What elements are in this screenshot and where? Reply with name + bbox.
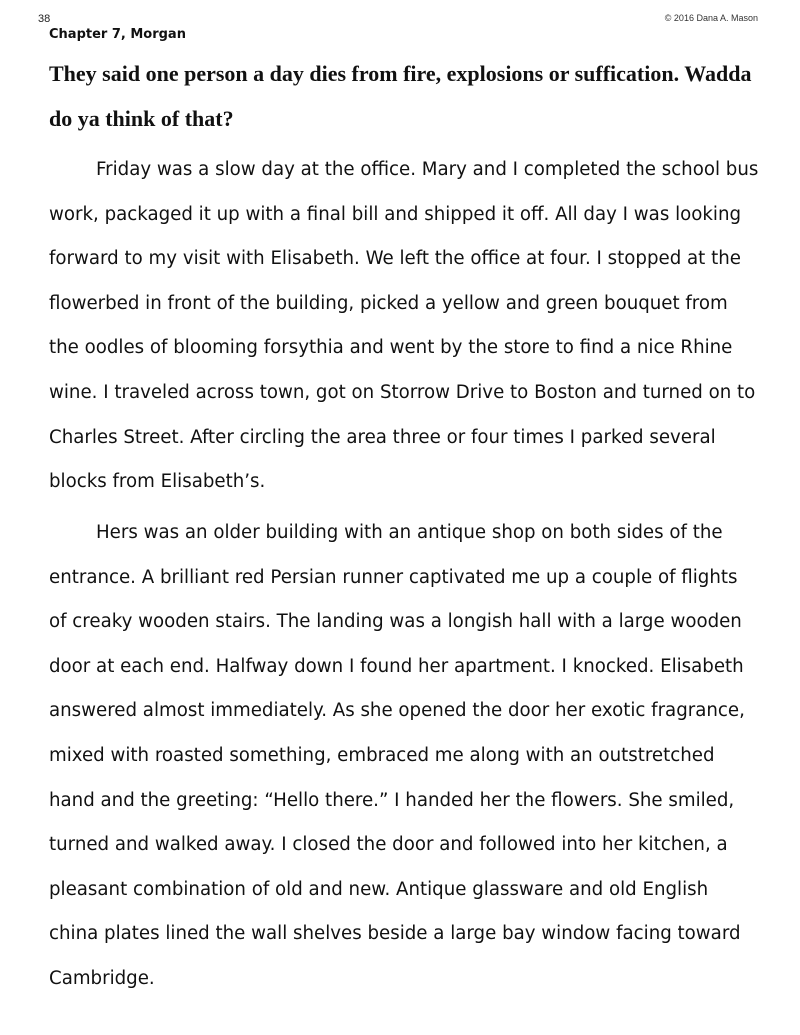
chapter-title: Chapter 7, Morgan (49, 27, 186, 42)
section-heading: They said one person a day dies from fire, explosions or suffication. Wadda do ya think of that? (49, 61, 752, 131)
copyright-notice: © 2016 Dana A. Mason (664, 13, 758, 23)
body-paragraph-1: Friday was a slow day at the office. Mary and I completed the school bus work, packaged it up with a final bill and shipped it off. All day I was looking forward to my visit with Elisabeth. We left the office at four. I stopped at the flowerbed in front of the building, picked a yellow and green bouquet from the oodles of blooming forsythia and went by the store to find a nice Rhine wine. I traveled across town, got on Storrow Drive to Boston and turned on to Charles Street. After circling the area three or four times I parked several blocks from Elisabeth’s. (49, 159, 759, 493)
body-paragraph-2: Hers was an older building with an antique shop on both sides of the entrance. A brilliant red Persian runner captivated me up a couple of flights of creaky wooden stairs. The landing was a longish hall with a large wooden door at each end. Halfway down I found her apartment. I knocked. Elisabeth answered almost immediately. As she opened the door her exotic fragrance, mixed with roasted something, embraced me along with an outstretched hand and the greeting: “Hello there.” I handed her the flowers. She smiled, turned and walked away. I closed the door and followed into her kitchen, a pleasant combination of old and new. Antique glassware and old English china plates lined the wall shelves beside a large bay window facing toward Cambridge. (49, 522, 745, 989)
page-number: 38 (38, 13, 51, 25)
